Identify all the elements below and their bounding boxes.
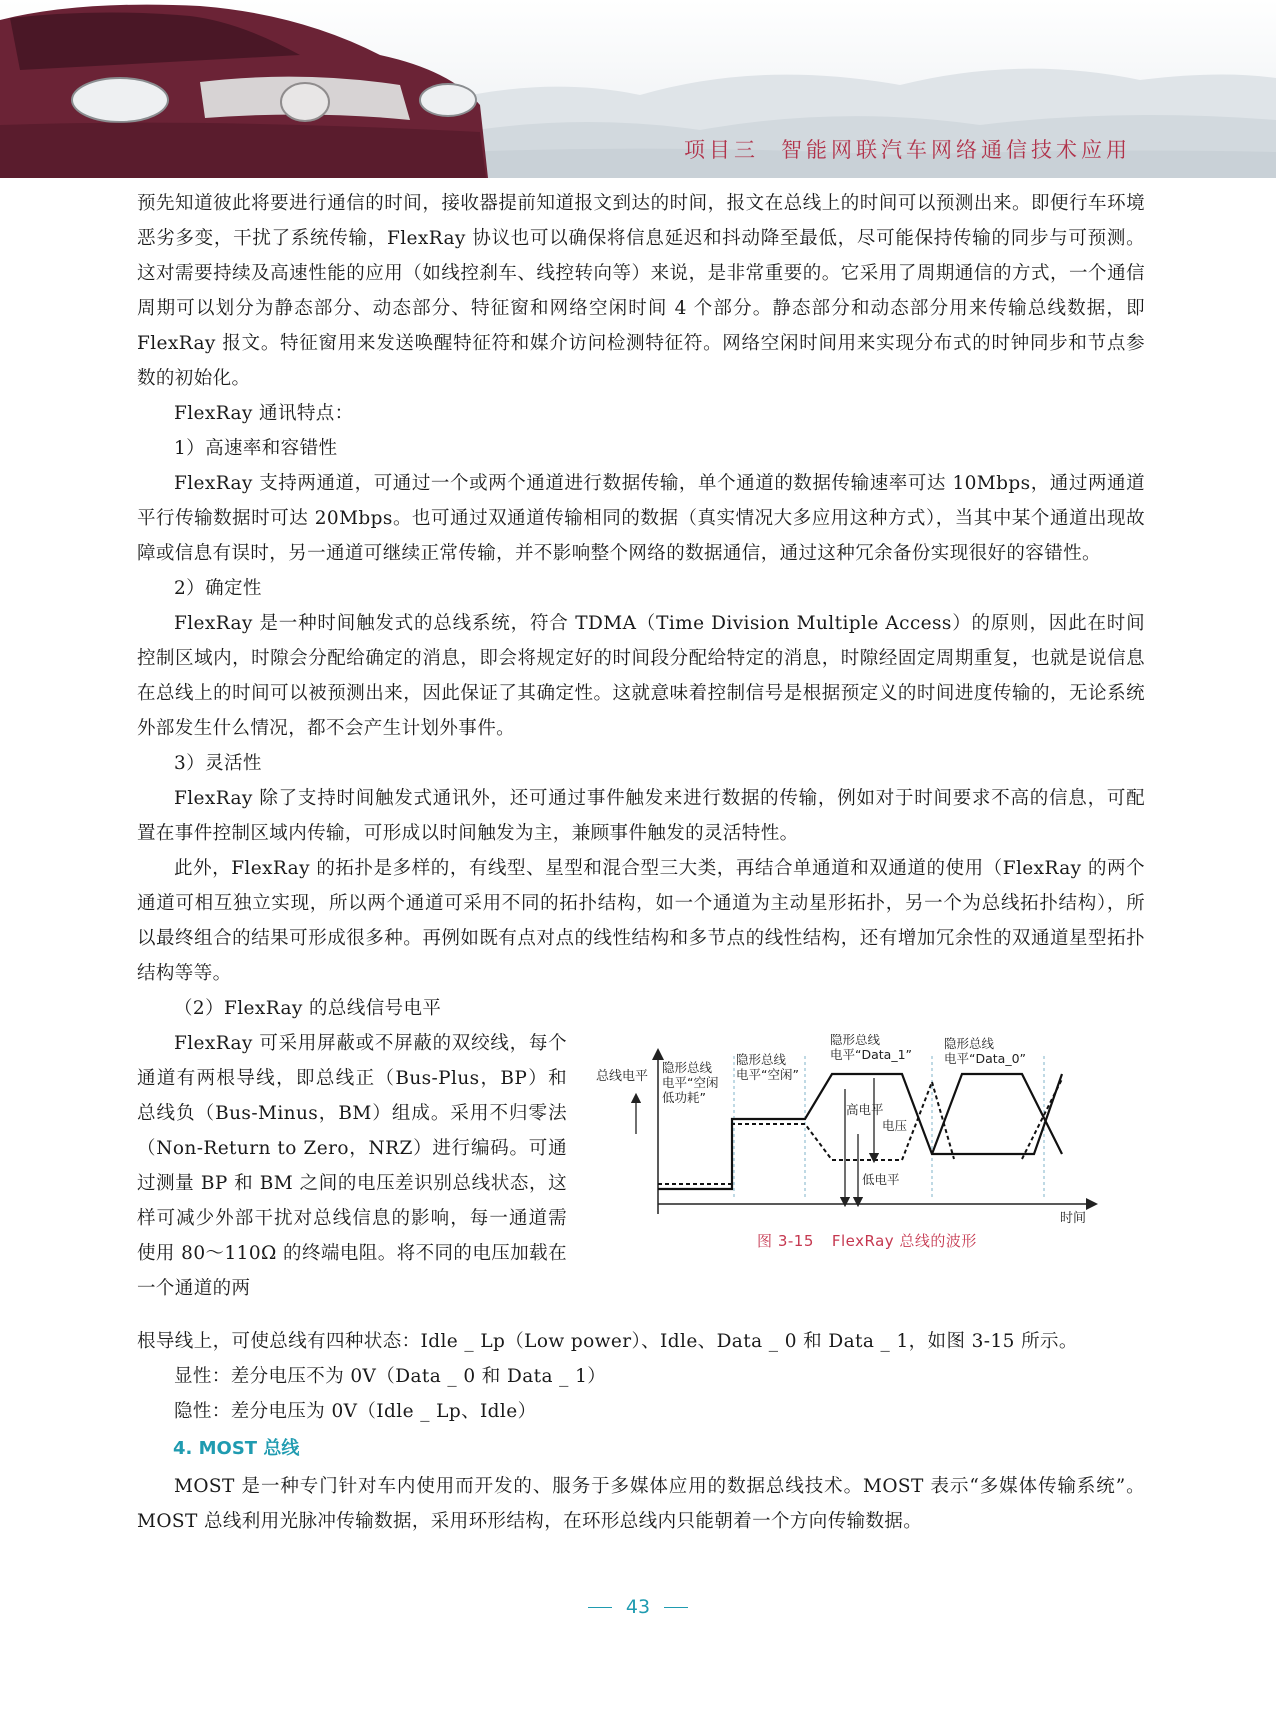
label-data1-2: 电平“Data_1”: [830, 1047, 913, 1062]
chapter-title: 智能网联汽车网络通信技术应用: [781, 138, 1131, 162]
paragraph: FlexRay 除了支持时间触发式通讯外，还可通过事件触发来进行数据的传输，例如对于时间要求不高的信息，可配置在事件控制区域内传输，可形成以时间触发为主，兼顾事件触发的灵活特性。: [137, 788, 1145, 844]
label-idle-lp-1: 隐形总线: [662, 1060, 713, 1075]
waveform-diagram: [592, 1034, 1142, 1224]
label-data0-1: 隐形总线: [944, 1036, 995, 1051]
car-illustration: [0, 0, 520, 178]
label-idle-lp-3: 低功耗”: [662, 1090, 706, 1105]
figure-number: 图 3-15: [757, 1232, 814, 1250]
figure-flexray-waveform: [592, 1034, 1142, 1251]
y-axis-label: 总线电平: [596, 1069, 649, 1084]
list-heading: 2）确定性: [174, 578, 262, 599]
paragraph: FlexRay 是一种时间触发式的总线系统，符合 TDMA（Time Division Multiple Access）的原则，因此在时间控制区域内，时隙会分配给确定的消息，即会将规定好的时间段分配给特定的消息，时隙经固定周期重复，也就是说信息在总线上的时间可以被预测出来，因此保证了其确定性。这就意味着控制信号是根据预定义的时间进度传输的，无论系统外部发生什么情况，都不会产生计划外事件。: [137, 613, 1145, 739]
label-low-level: 低电平: [862, 1172, 900, 1187]
paragraph: 预先知道彼此将要进行通信的时间，接收器提前知道报文到达的时间，报文在总线上的时间可以预测出来。即便行车环境恶劣多变，干扰了系统传输，FlexRay 协议也可以确保将信息延迟和抖动降至最低，尽可能保持传输的同步与可预测。这对需要持续及高速性能的应用（如线控刹车、线控转向等）来说，是非常重要的。它采用了周期通信的方式，一个通信周期可以划分为静态部分、动态部分、特征窗和网络空闲时间 4 个部分。静态部分和动态部分用来传输总线数据，即 FlexRay 报文。特征窗用来发送唤醒特征符和媒介访问检测特征符。网络空闲时间用来实现分布式的时钟同步和节点参数的初始化。: [137, 193, 1145, 389]
subsection-heading: （2）FlexRay 的总线信号电平: [174, 998, 442, 1019]
list-heading: 1）高速率和容错性: [174, 438, 338, 459]
paragraph: FlexRay 支持两通道，可通过一个或两个通道进行数据传输，单个通道的数据传输速率可达 10Mbps，通过两通道平行传输数据时可达 20Mbps。也可通过双通道传输相同的数据（真实情况大多应用这种方式），当其中某个通道出现故障或信息有误时，另一通道可继续正常传输，并不影响整个网络的数据通信，通过这种冗余备份实现很好的容错性。: [137, 473, 1145, 564]
bp-signal-data0: [932, 1074, 1062, 1154]
label-idle-2: 电平“空闲”: [736, 1067, 799, 1082]
page-number: 43: [625, 1596, 651, 1618]
bp-signal: [658, 1074, 1062, 1189]
footer-dash-right: [664, 1607, 688, 1608]
label-data0-2: 电平“Data_0”: [944, 1051, 1027, 1066]
section-heading: 4. MOST 总线: [173, 1438, 300, 1459]
paragraph: 显性：差分电压不为 0V（Data _ 0 和 Data _ 1）: [174, 1366, 607, 1387]
project-number: 项目三: [684, 138, 759, 162]
footer-dash-left: [588, 1607, 612, 1608]
label-idle-1: 隐形总线: [736, 1052, 787, 1067]
page-content: [137, 186, 1145, 1539]
list-heading: 3）灵活性: [174, 753, 262, 774]
x-axis-label: 时间: [1060, 1211, 1087, 1224]
figure-title: FlexRay 总线的波形: [831, 1232, 977, 1250]
label-high-level: 高电平: [846, 1102, 884, 1117]
paragraph: 根导线上，可使总线有四种状态：Idle _ Lp（Low power）、Idle、Data _ 0 和 Data _ 1，如图 3-15 所示。: [137, 1331, 1078, 1352]
paragraph: FlexRay 可采用屏蔽或不屏蔽的双绞线，每个通道有两根导线，即总线正（Bus-Plus，BP）和总线负（Bus-Minus，BM）组成。采用不归零法（Non-Return to Zero，NRZ）进行编码。可通过测量 BP 和 BM 之间的电压差识别总线状态，这样可减少外部干扰对总线信息的影响，每一通道需使用 80～110Ω 的终端电阻。将不同的电压加载在一个通道的两: [137, 1033, 567, 1299]
label-data1-1: 隐形总线: [830, 1034, 881, 1047]
paragraph: 隐性：差分电压为 0V（Idle _ Lp、Idle）: [174, 1401, 537, 1422]
text-with-figure: [137, 1026, 1145, 1324]
bm-signal: [658, 1079, 1062, 1184]
paragraph: 此外，FlexRay 的拓扑是多样的，有线型、星型和混合型三大类，再结合单通道和双通道的使用（FlexRay 的两个通道可相互独立实现，所以两个通道可采用不同的拓扑结构，如一个通道为主动星形拓扑，另一个为总线拓扑结构），所以最终组合的结果可形成很多种。再例如既有点对点的线性结构和多节点的线性结构，还有增加冗余性的双通道星型拓扑结构等等。: [137, 858, 1145, 984]
header-banner: [0, 0, 1276, 178]
running-head: [684, 134, 1131, 164]
paragraph: MOST 是一种专门针对车内使用而开发的、服务于多媒体应用的数据总线技术。MOST 表示“多媒体传输系统”。MOST 总线利用光脉冲传输数据，采用环形结构，在环形总线内只能朝着一个方向传输数据。: [137, 1476, 1145, 1532]
paragraph: FlexRay 通讯特点：: [174, 403, 354, 424]
label-idle-lp-2: 电平“空闲: [662, 1075, 719, 1090]
label-voltage: 电压: [882, 1118, 908, 1133]
figure-caption: [592, 1230, 1142, 1251]
page-number-footer: [0, 1596, 1276, 1618]
